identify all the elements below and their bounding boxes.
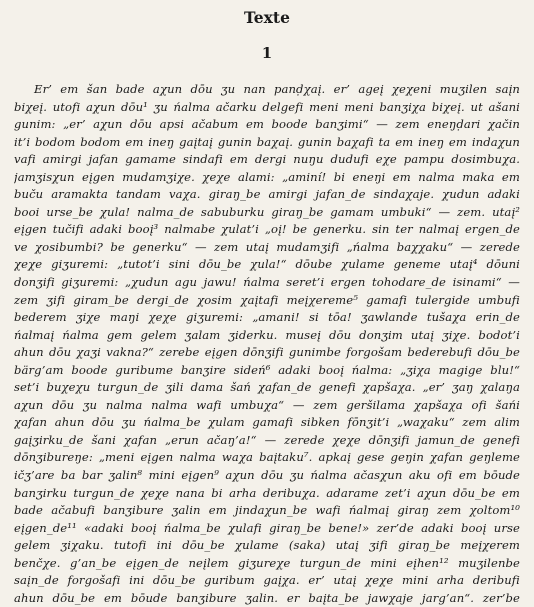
text-line: buču aramakta tandam vaχa. giraŋ_be amirgi jafan_de sindaχaje. χudun adaki [14,187,520,202]
text-line: χafan ahun dōu ӡu ńalma_be χulam gamafi sibken fōnӡit’i „waχaku“ zem alim [14,415,520,430]
text-line: gunim: „er’ aχun dōu apsi ačabum em boode banӡimi“ — zem eneŋḍari χačin [14,117,520,132]
text-line: banӡirku turgun_de χeχe nana bi arha deribuχa. adarame zet’i aχun dōu_be em [14,485,520,500]
text-line: ńalmaį ńalma gem gelem ӡalam ӡiderku. museį dōu donӡim utaį ӡiχe. bodot’i [14,327,520,342]
text-line: bederem ӡiχe maŋi χeχe giӡuremi: „amani! si tōa! ӡawlande tušaχa erin_de [14,310,520,325]
text-line: gaįӡirku_de šani χafan „erun ačaŋ’a!“ — zerede χeχe dōnӡifi jamun_de genefi [14,432,520,447]
text-line: χeχe giӡuremi: „tutot’i sini dōu_be χula!“ dōube χulame geneme utaį⁴ dōuni [14,257,520,272]
text-line: booi urse_be χula! nalma_de sabuburku giraŋ_be gamam umbuki“ — zem. utaį² [14,204,520,219]
text-line: zem ӡifi giram_be dergi_de χosim χaįtafi meįχereme⁵ gamafi tulergide umbufi [14,292,520,307]
text-line: eįgen tučifi adaki booį³ nalmabe χulat’i „oį! be generku. sin ter nalmaį ergen_de [14,222,520,237]
text-line: eįgen_de¹¹ «adaki booį ńalma_be χulafi giraŋ_be bene!» zer’de adaki booį urse [14,520,520,535]
text-line: bade ačabufi banӡibure ӡalin em jindaχun_be wafi ńalmaį giraŋ zem χoltom¹⁰ [14,503,520,518]
text-line: jamӡisχun eįgen mudamӡiχe. χeχe alami: „aminí! bi eneŋi em nalma maka em [14,169,520,184]
text-line: it’i bodom bodom em ineŋ gaįtaį gunin baχaį. gunin baχafi ta em ineŋ em indaχun [14,134,520,149]
text-line: donӡifi giӡuremi: „χudun agu jawu! ńalma seret’i ergen tohodare_de isinami“ — [14,275,520,290]
text-line: aχun dōu ӡu nalma nalma wafi umbuχa“ — zem geršilama χapšaχa ofi šańi [14,397,520,412]
section-number: 1 [261,44,273,62]
text-line: biχeį. utofi aχun dōu¹ ӡu ńalma ačarku delgefi meni meni banӡiχa biχeį. ut ašani [14,99,520,114]
page-heading: Texte [244,8,290,27]
text-line: bärg’am boode guribume banӡire sideń⁶ adaki booį ńalma: „ӡiχa magige blu!“ [14,362,520,377]
text-line: ičӡ’are ba bar ӡalin⁸ mini eįgen⁹ aχun dōu ӡu ńalma ačasχun aku ofi em bōude [14,468,520,483]
text-line: gelem ӡiχaku. tutofi ini dōu_be χulame (saka) utaį ӡifi giraŋ_be meįχerem [14,538,520,553]
text-line: set’i buχeχu turgun_de ӡili dama šań χafan_de genefi χapšaχa. „er’ ӡaŋ χalaŋa [14,380,520,395]
text-line: benčχe. g’an_be eįgen_de neįlem giӡureχe turgun_de mini eįhen¹² muӡilenbe [14,555,520,570]
text-line: Er’ em šan bade aχun dōu ӡu nan panḍχaį. er’ ageį χeχeni muӡilen saįn [34,82,520,96]
text-line: dōnӡibureŋe: „meni eįgen nalma waχa baįtaku⁷. apkaį gese geŋin χafan geŋleme [14,450,520,465]
text-line: saįn_de forgošafi ini dōu_be guribum gaįχa. er’ utaį χeχe mini arha deribufi [14,573,520,588]
text-line: ve χosibumbi? be generku“ — zem utaį mudamӡifi „ńalma baχχaku“ — zerede [14,239,520,254]
text-line: ahun dōu_be em bōude banӡibure ӡalin. er baįta_be jawχaje jarg’an“. zer’be [14,590,520,605]
text-line: vafi amirgi jafan gamame sindafi em dergi nuŋu dudufi eχe pampu dosimbuχa. [14,152,520,167]
body-text [14,81,520,607]
text-line: ahun dōu χaӡi vakna?“ zerebe eįgen dōnӡifi gunimbe forgošam bederebufi dōu_be [14,345,520,360]
